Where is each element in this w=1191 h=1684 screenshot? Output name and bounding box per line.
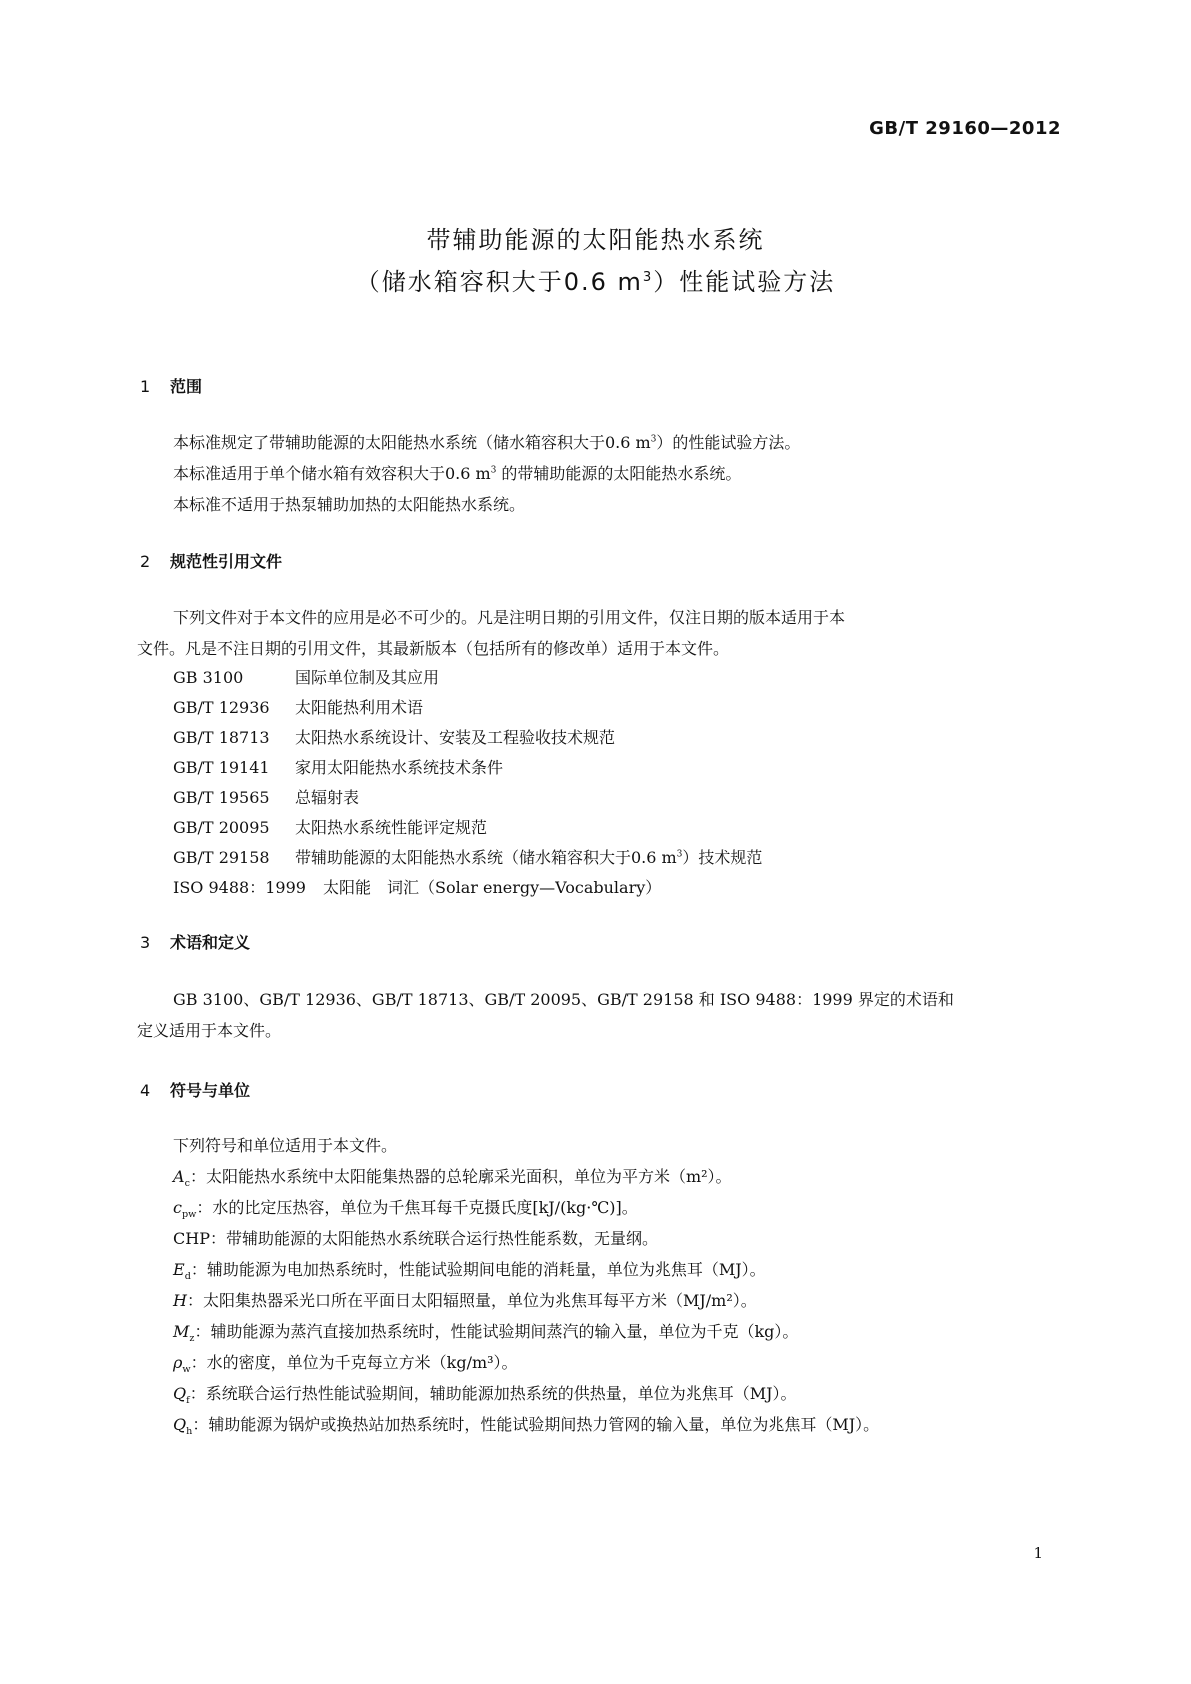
symbol-definition: ：水的比定压热容，单位为千焦耳每千克摄氏度[kJ/(kg·℃)]。 — [196, 1198, 638, 1217]
symbol: H — [173, 1291, 187, 1310]
reference-code: GB/T 12936 — [173, 698, 270, 717]
symbol: ρ — [173, 1353, 183, 1372]
title-superscript: 3 — [642, 270, 654, 285]
symbol-item — [173, 1378, 879, 1409]
reference-title: 太阳热水系统性能评定规范 — [295, 818, 488, 837]
document-title-line1: 带辅助能源的太阳能热水系统 — [426, 226, 765, 254]
symbol-item — [173, 1223, 879, 1254]
section-title: 规范性引用文件 — [170, 552, 283, 571]
reference-code: ISO 9488：1999 — [173, 878, 306, 897]
section-heading-3 — [140, 930, 250, 953]
reference-code: GB 3100 — [173, 668, 244, 687]
superscript: 3 — [490, 465, 497, 476]
reference-title: 太阳热水系统设计、安装及工程验收技术规范 — [295, 728, 616, 747]
section-title: 符号与单位 — [170, 1081, 251, 1100]
section-number: 3 — [140, 933, 151, 952]
reference-item — [173, 693, 762, 723]
reference-title: 太阳能 词汇（Solar energy—Vocabulary） — [323, 878, 662, 897]
section-heading-1 — [140, 374, 202, 397]
symbol-subscript: h — [186, 1426, 193, 1438]
symbol: M — [173, 1322, 190, 1341]
section-title: 范围 — [170, 377, 203, 396]
reference-item — [173, 753, 762, 783]
scope-paragraph — [137, 427, 1057, 458]
symbol-definition: ：辅助能源为蒸汽直接加热系统时，性能试验期间蒸汽的输入量，单位为千克（kg）。 — [194, 1322, 799, 1341]
scope-paragraph: 本标准不适用于热泵辅助加热的太阳能热水系统。 — [173, 495, 526, 514]
symbol-list — [173, 1130, 879, 1440]
reference-item — [173, 873, 762, 903]
symbol-definition: ：辅助能源为锅炉或换热站加热系统时，性能试验期间热力管网的输入量，单位为兆焦耳（MJ）。 — [192, 1415, 880, 1434]
superscript: 3 — [650, 434, 657, 445]
reference-code: GB/T 20095 — [173, 818, 270, 837]
reference-code: GB/T 29158 — [173, 848, 270, 867]
terms-paragraph — [137, 984, 1057, 1046]
symbol: c — [173, 1198, 182, 1217]
symbol-definition: ：水的密度，单位为千克每立方米（kg/m³）。 — [190, 1353, 518, 1372]
intro-line: 下列文件对于本文件的应用是必不可少的。凡是注明日期的引用文件，仅注日期的版本适用于本 — [173, 608, 846, 627]
symbols-intro: 下列符号和单位适用于本文件。 — [173, 1136, 398, 1155]
section-heading-4 — [140, 1078, 250, 1101]
symbol-subscript: pw — [181, 1209, 197, 1221]
reference-item — [173, 663, 762, 693]
reference-code: GB/T 19565 — [173, 788, 270, 807]
symbol-definition: ：太阳集热器采光口所在平面日太阳辐照量，单位为兆焦耳每平方米（MJ/m²）。 — [186, 1291, 757, 1310]
symbol-item — [173, 1161, 879, 1192]
symbol-subscript: w — [182, 1364, 191, 1376]
symbol-definition: ：辅助能源为电加热系统时，性能试验期间电能的消耗量，单位为兆焦耳（MJ）。 — [190, 1260, 766, 1279]
symbol-item — [173, 1192, 879, 1223]
symbol-subscript: z — [189, 1333, 195, 1345]
symbol-subscript: f — [186, 1395, 190, 1407]
symbol-definition: ：带辅助能源的太阳能热水系统联合运行热性能系数，无量纲。 — [209, 1229, 658, 1248]
reference-item — [173, 843, 762, 873]
reference-title: 国际单位制及其应用 — [295, 668, 440, 687]
reference-title: 总辐射表 — [295, 788, 360, 807]
symbol-subscript: c — [184, 1178, 190, 1190]
text: ）的性能试验方法。 — [656, 433, 801, 452]
reference-title: 家用太阳能热水系统技术条件 — [295, 758, 504, 777]
symbol: Q — [173, 1384, 187, 1403]
terms-line: GB 3100、GB/T 12936、GB/T 18713、GB/T 20095、GB/T 29158 和 ISO 9488：1999 界定的术语和 — [173, 990, 954, 1009]
symbol: Q — [173, 1415, 187, 1434]
reference-item — [173, 783, 762, 813]
symbol-item — [173, 1316, 879, 1347]
reference-code: GB/T 18713 — [173, 728, 270, 747]
symbol-subscript: d — [184, 1271, 191, 1283]
terms-line: 定义适用于本文件。 — [137, 1021, 282, 1040]
scope-paragraph — [137, 458, 1057, 489]
text: 本标准规定了带辅助能源的太阳能热水系统（储水箱容积大于0.6 m — [173, 433, 651, 452]
reference-list — [173, 663, 762, 903]
standard-code: GB/T 29160—2012 — [869, 118, 1061, 139]
section-number: 2 — [140, 552, 151, 571]
symbol: CHP — [173, 1229, 210, 1248]
normative-intro — [137, 602, 1057, 664]
section-heading-2 — [140, 549, 282, 572]
reference-title: 太阳能热利用术语 — [295, 698, 424, 717]
symbol-definition: ：太阳能热水系统中太阳能集热器的总轮廓采光面积，单位为平方米（m²）。 — [189, 1167, 732, 1186]
text: 本标准适用于单个储水箱有效容积大于0.6 m — [173, 464, 491, 483]
scope-paragraphs — [137, 427, 1057, 520]
reference-title: 带辅助能源的太阳能热水系统（储水箱容积大于0.6 m — [295, 848, 677, 867]
symbol-item — [173, 1347, 879, 1378]
reference-item — [173, 813, 762, 843]
section-number: 1 — [140, 377, 151, 396]
section-title: 术语和定义 — [170, 933, 251, 952]
reference-code: GB/T 19141 — [173, 758, 270, 777]
text: 的带辅助能源的太阳能热水系统。 — [501, 464, 742, 483]
symbol-item — [173, 1254, 879, 1285]
reference-item — [173, 723, 762, 753]
reference-title: ）技术规范 — [682, 848, 763, 867]
symbol-item — [173, 1285, 879, 1316]
title-text: （储水箱容积大于0.6 m — [355, 268, 643, 296]
symbol-item — [173, 1409, 879, 1440]
symbol: A — [173, 1167, 185, 1186]
intro-line: 文件。凡是不注日期的引用文件，其最新版本（包括所有的修改单）适用于本文件。 — [137, 639, 730, 658]
title-text: ）性能试验方法 — [653, 268, 836, 296]
document-title-line2 — [0, 262, 1191, 297]
symbol: E — [173, 1260, 185, 1279]
symbol-definition: ：系统联合运行热性能试验期间，辅助能源加热系统的供热量，单位为兆焦耳（MJ）。 — [189, 1384, 797, 1403]
page-number: 1 — [1033, 1544, 1043, 1562]
section-number: 4 — [140, 1081, 151, 1100]
superscript: 3 — [676, 849, 683, 860]
